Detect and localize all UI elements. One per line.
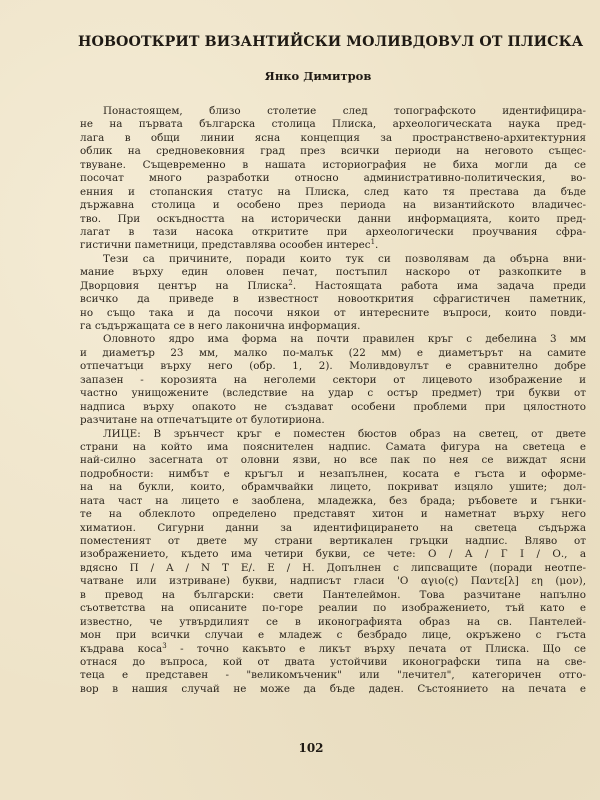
text-fragment: гистични паметници, представлява осообен интерес [80,239,371,252]
text-line: твуване. Същевременно в нашата историография не биха могли да се [80,158,586,171]
text-line: мон при всички случаи е младеж с безбрадо лице, окръжено с гъста [80,629,586,642]
text-line: посочат много разработки относно административно-политическия, во- [80,172,586,185]
text-line: ЛИЦЕ: В зрънчест кръг е поместен бюстов образ на светец, от двете [103,427,586,440]
text-line: лага в общи линии ясна концепция за пространствено-архитектурния [80,131,586,144]
text-fragment: Дворцовия център на Плиска [80,279,289,292]
text-line: известно, че утвърдилият се в иконографията образ на св. Пантелей- [80,615,586,628]
text-line: те на облеклото определено представят хитон и наметнат върху него [80,508,586,521]
footnote-ref: 2 [288,278,293,287]
text-line: химатион. Сигурни данни за идентифицирането на светеца съдържа [80,521,586,534]
article-author: Янко Димитров [264,69,372,83]
text-line: на на букли, които, обрамчвайки лицето, покриват изцяло ушите; дол- [80,481,586,494]
text-line: отнася до въпроса, кой от двата устойчиви иконографски типа на све- [80,655,586,668]
text-line: вдясно П / A / N T E/. E / H. Допълнен с липсващите (поради неотпе- [80,561,586,574]
text-line: частно унищожените (вследствие на удар с остър предмет) три букви от [80,387,586,400]
text-line: ната част на лицето е заоблена, младежка, без брада; ръбовете и гънки- [80,494,586,507]
article-body [80,105,586,696]
paragraph [80,333,586,427]
text-fragment: . [375,239,379,252]
text-line: най-силно засегната от оловни язви, но все пак по нея се виждат ясни [80,454,586,467]
footnote-ref: 1 [370,238,376,247]
text-line: мание върху един оловен печат, постъпил наскоро от разкопките в [80,266,586,279]
text-line: отпечатъци върху него (обр. 1, 2). Моливдовулът е сравнително добре [80,360,586,373]
text-line [80,643,586,656]
text-line: и диаметър 23 мм, малко по-малък (22 мм) е диаметърът на самите [80,346,586,359]
text-line: но също така и да посочи някои от интересните въпроси, които повди- [80,306,586,319]
text-line: тво. При оскъдността на исторически данни информацията, които пред- [80,212,586,225]
text-line: вор в нашия случай не може да бъде даден. Състоянието на печата е [80,682,586,695]
text-line: надписа върху опакото не създават особени проблеми при цялостното [80,400,586,413]
text-line: в превод на български: свети Пантелеймон. Това разчитане напълно [80,588,586,601]
text-line: не на първата българска столица Плиска, археологическата наука пред- [80,118,586,131]
text-line: га съдържащата се в него лаконична информация. [80,320,361,332]
text-line [80,239,586,252]
text-line: запазен - корозията на неголеми сектори от лицевото изображение и [80,373,586,386]
text-line: държавна столица и особено през периода на византийското владичес- [80,199,586,212]
text-fragment: къдрава коса [80,642,163,655]
text-fragment: - точно какъвто е ликът върху печата от Плиска. Що се [166,642,587,655]
page-number: 102 [298,741,324,755]
text-line: разчитане на отпечатъците от булотириона. [80,414,325,427]
text-line: всичко да приведе в известност новооткрития сфрагистичен паметник, [80,293,586,306]
text-line: подробности: нимбът е кръгъл и незапълнен, косата е гъста и оформе- [80,467,586,480]
text-fragment: . Настоящата работа има задача преди [292,279,586,292]
text-line: Понастоящем, близо столетие след топографското идентифицира- [103,105,586,117]
footnote-ref: 3 [162,641,167,650]
text-line: изображението, където има четири букви, се чете: О / А / Г І / О., а [80,548,586,561]
text-line: облик на средновековния град през всички периоди на неговото същес- [80,145,586,158]
paragraph [80,428,586,697]
text-line: Тези са причините, поради които тук си позволявам да обърна вни- [103,252,586,265]
text-line: поместеният от двете му страни вертикален гръцки надпис. Вляво от [80,535,586,547]
text-line: енния и стопанския статус на Плиска, след като тя престава да бъде [80,185,586,198]
text-line [80,280,586,293]
article-title: НОВООТКРИТ ВИЗАНТИЙСКИ МОЛИВДОВУЛ ОТ ПЛИСКА [78,34,584,50]
text-line: съответства на описаните по-горе реалии по изображението, тъй като е [80,602,586,615]
paragraph [80,253,586,334]
text-line: страни на който има пояснителен надпис. Самата фигура на светеца е [80,440,586,453]
paragraph [80,105,586,253]
text-line: лагат в тази насока откритите при археологически проучвания сфра- [80,225,586,238]
text-line: Оловното ядро има форма на почти правилен кръг с дебелина 3 мм [103,333,586,346]
text-line: теца е представен - "великомъченик" или "лечител", категоричен отго- [80,669,586,682]
text-line: чатване или изтриване) букви, надписът гласи 'О αγιο(ς) Παντε[λ] εη (μον), [80,575,586,588]
